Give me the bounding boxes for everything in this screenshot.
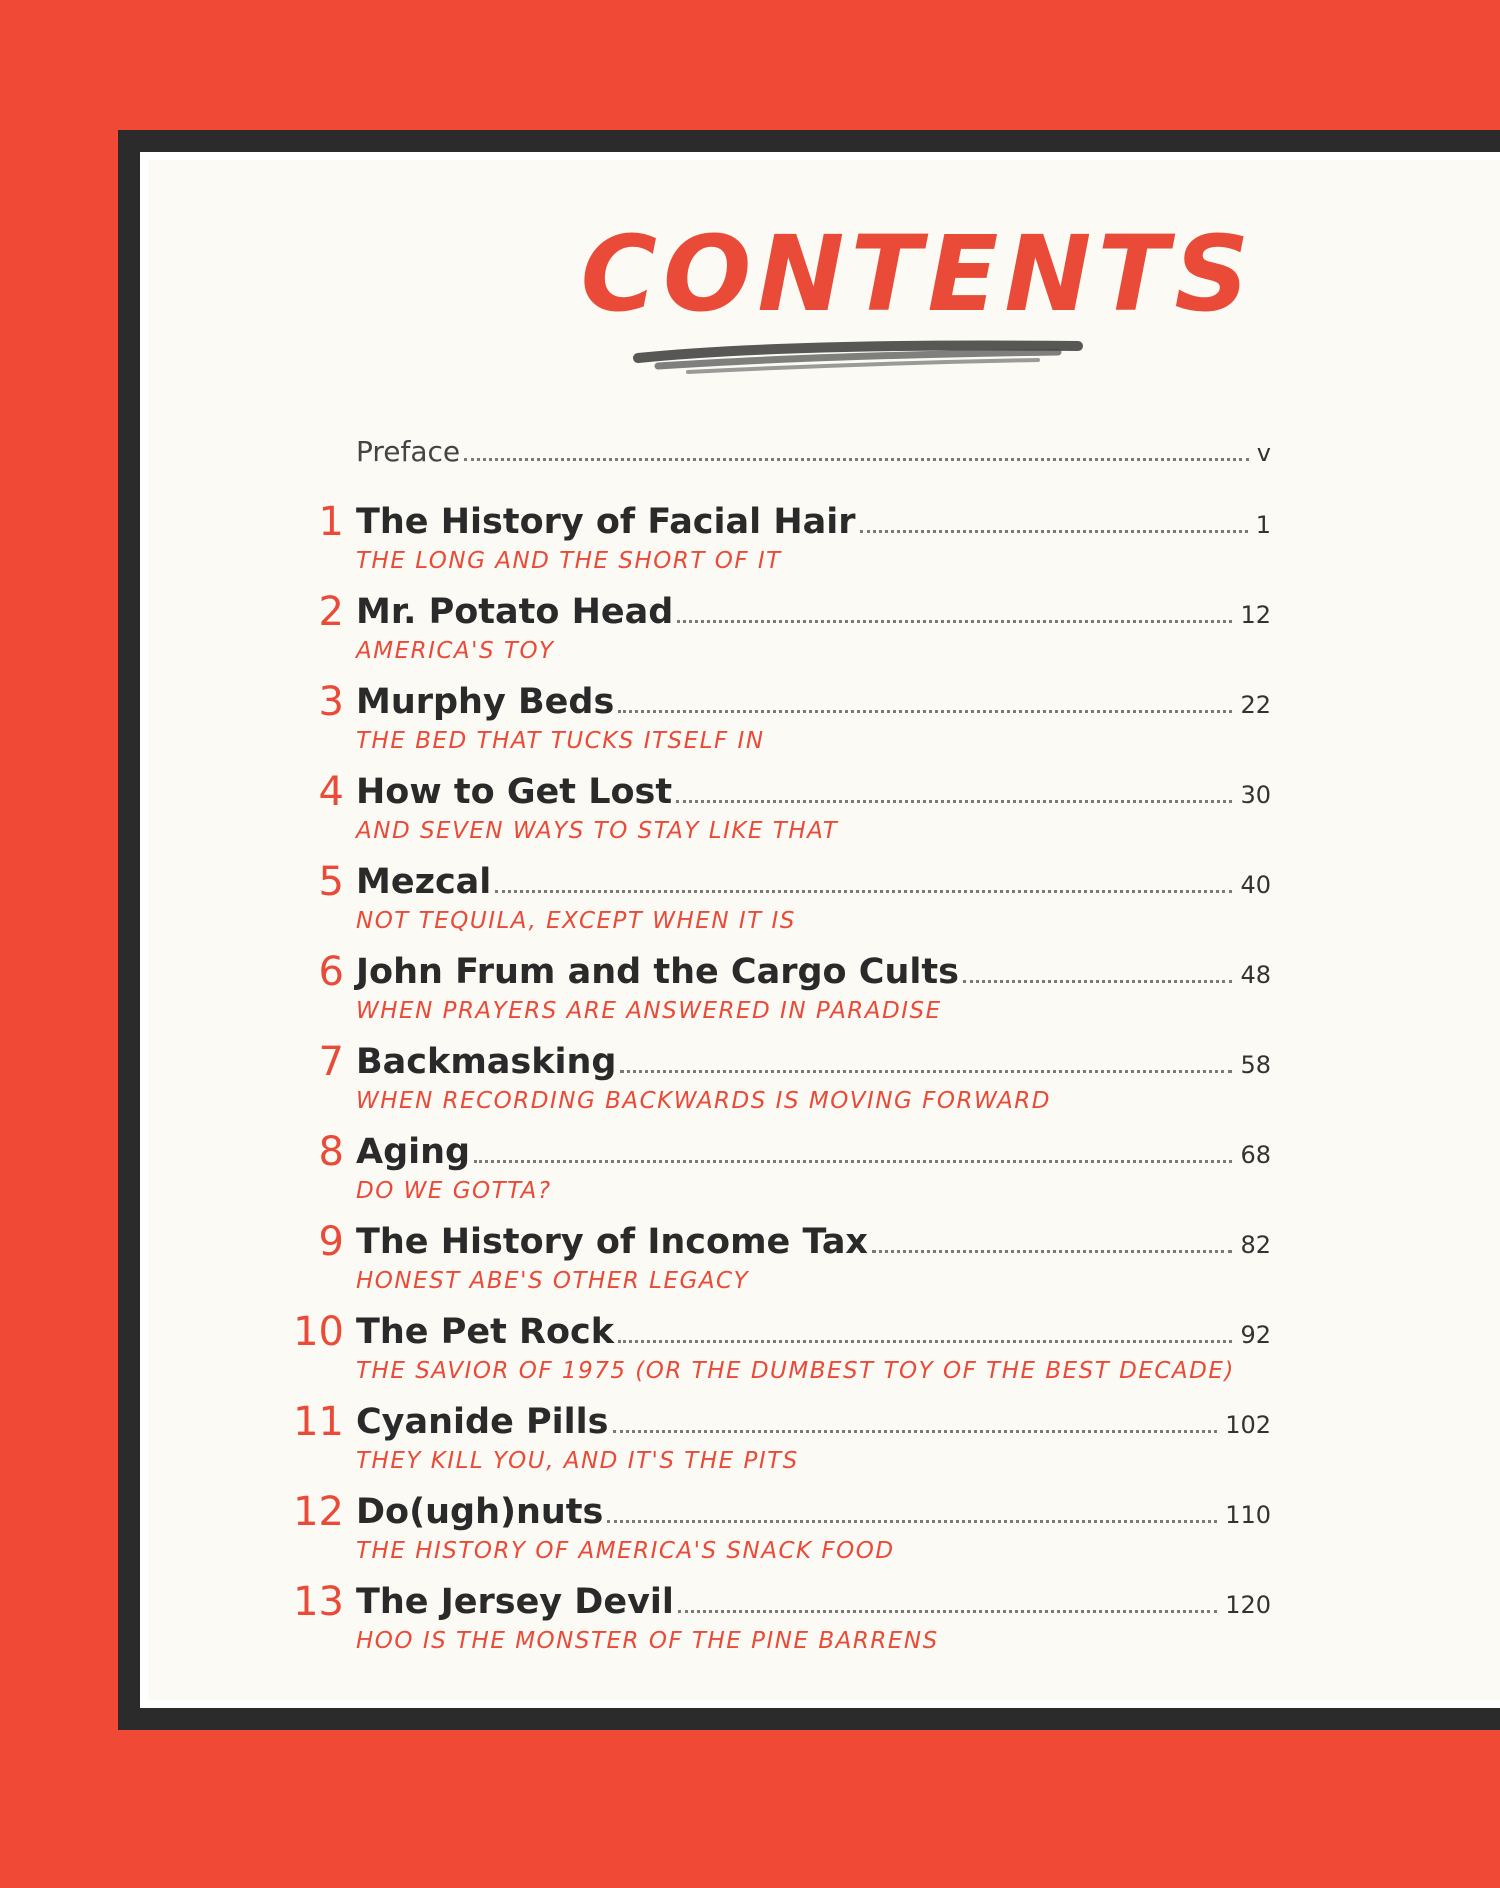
toc-entry-chapter-4[interactable]	[148, 768, 1500, 858]
chapter-title: John Frum and the Cargo Cults	[356, 952, 959, 992]
toc-entry-chapter-13[interactable]	[148, 1578, 1500, 1668]
dot-leader	[464, 457, 1249, 461]
chapter-number: 2	[318, 589, 344, 635]
chapter-subtitle: DO WE GOTTA?	[356, 1178, 552, 1204]
chapter-page: 120	[1225, 1591, 1271, 1619]
chapter-page: 68	[1240, 1141, 1271, 1169]
toc-line	[356, 858, 1271, 906]
dot-leader	[678, 1609, 1217, 1613]
chapter-title: Do(ugh)nuts	[356, 1492, 604, 1532]
scribble-underline-icon	[618, 332, 1088, 382]
contents-page	[148, 160, 1500, 1700]
dot-leader	[860, 529, 1248, 533]
chapter-page: 58	[1240, 1051, 1271, 1079]
chapter-page: 82	[1240, 1231, 1271, 1259]
chapter-subtitle: AND SEVEN WAYS TO STAY LIKE THAT	[356, 818, 839, 844]
toc-line	[356, 1578, 1271, 1626]
toc-line	[356, 1398, 1271, 1446]
chapter-page: 92	[1240, 1321, 1271, 1349]
toc-line	[356, 1218, 1271, 1266]
toc-line	[356, 1038, 1271, 1086]
chapter-subtitle: HOO IS THE MONSTER OF THE PINE BARRENS	[356, 1628, 939, 1654]
chapter-subtitle: THEY KILL YOU, AND IT'S THE PITS	[356, 1448, 799, 1474]
chapter-subtitle: WHEN PRAYERS ARE ANSWERED IN PARADISE	[356, 998, 942, 1024]
toc-line	[356, 588, 1271, 636]
chapter-title: The History of Income Tax	[356, 1222, 869, 1262]
chapter-page: 1	[1255, 511, 1271, 539]
preface-title: Preface	[356, 435, 461, 468]
chapter-number: 7	[318, 1039, 344, 1085]
chapter-subtitle: THE SAVIOR OF 1975 (OR THE DUMBEST TOY OF THE BEST DECADE)	[356, 1358, 1235, 1384]
dot-leader	[618, 709, 1232, 713]
dot-leader	[872, 1249, 1232, 1253]
chapter-number: 8	[318, 1129, 344, 1175]
dot-leader	[495, 889, 1232, 893]
chapter-number: 6	[318, 949, 344, 995]
toc-line	[356, 1308, 1271, 1356]
chapter-number: 13	[293, 1579, 344, 1625]
toc-line	[356, 768, 1271, 816]
toc-entry-chapter-12[interactable]	[148, 1488, 1500, 1578]
toc-entry-chapter-8[interactable]	[148, 1128, 1500, 1218]
chapter-page: 12	[1240, 601, 1271, 629]
toc-line	[356, 428, 1271, 476]
chapter-number: 1	[318, 499, 344, 545]
chapter-subtitle: THE BED THAT TUCKS ITSELF IN	[356, 728, 765, 754]
chapter-number: 3	[318, 679, 344, 725]
chapter-title: The Jersey Devil	[356, 1582, 674, 1622]
toc-entry-chapter-11[interactable]	[148, 1398, 1500, 1488]
chapter-title: The History of Facial Hair	[356, 502, 856, 542]
chapter-title: The Pet Rock	[356, 1312, 615, 1352]
dot-leader	[676, 799, 1232, 803]
chapter-title: Mezcal	[356, 862, 492, 902]
toc-line	[356, 498, 1271, 546]
chapter-page: 48	[1240, 961, 1271, 989]
contents-panel	[118, 130, 1500, 1730]
toc-entry-chapter-5[interactable]	[148, 858, 1500, 948]
dot-leader	[620, 1069, 1232, 1073]
chapter-subtitle: THE HISTORY OF AMERICA'S SNACK FOOD	[356, 1538, 895, 1564]
chapter-subtitle: AMERICA'S TOY	[356, 638, 555, 664]
dot-leader	[677, 619, 1232, 623]
chapter-page: 22	[1240, 691, 1271, 719]
preface-page: v	[1256, 439, 1271, 467]
chapter-page: 102	[1225, 1411, 1271, 1439]
chapter-page: 30	[1240, 781, 1271, 809]
toc-entry-chapter-7[interactable]	[148, 1038, 1500, 1128]
dot-leader	[613, 1429, 1218, 1433]
chapter-page: 110	[1225, 1501, 1271, 1529]
chapter-number: 12	[293, 1489, 344, 1535]
chapter-title: Backmasking	[356, 1042, 617, 1082]
chapter-subtitle: WHEN RECORDING BACKWARDS IS MOVING FORWARD	[356, 1088, 1051, 1114]
toc-entry-chapter-9[interactable]	[148, 1218, 1500, 1308]
chapter-title: Cyanide Pills	[356, 1402, 609, 1442]
chapter-number: 5	[318, 859, 344, 905]
toc-entry-chapter-3[interactable]	[148, 678, 1500, 768]
chapter-number: 11	[293, 1399, 344, 1445]
toc-line	[356, 1488, 1271, 1536]
chapter-title: Murphy Beds	[356, 682, 615, 722]
chapter-title: How to Get Lost	[356, 772, 673, 812]
chapter-subtitle: NOT TEQUILA, EXCEPT WHEN IT IS	[356, 908, 796, 934]
toc-line	[356, 948, 1271, 996]
chapter-page: 40	[1240, 871, 1271, 899]
chapter-title: Aging	[356, 1132, 471, 1172]
chapter-number: 10	[293, 1309, 344, 1355]
dot-leader	[618, 1339, 1232, 1343]
chapter-subtitle: THE LONG AND THE SHORT OF IT	[356, 548, 782, 574]
page-title: CONTENTS	[580, 213, 1256, 335]
dot-leader	[963, 979, 1233, 983]
chapter-number: 9	[318, 1219, 344, 1265]
chapter-number: 4	[318, 769, 344, 815]
toc-entry-chapter-2[interactable]	[148, 588, 1500, 678]
chapter-subtitle: HONEST ABE'S OTHER LEGACY	[356, 1268, 750, 1294]
toc-entry-chapter-6[interactable]	[148, 948, 1500, 1038]
toc-entry-chapter-1[interactable]	[148, 498, 1500, 588]
dot-leader	[474, 1159, 1232, 1163]
chapter-title: Mr. Potato Head	[356, 592, 674, 632]
toc-line	[356, 678, 1271, 726]
toc-entry-chapter-10[interactable]	[148, 1308, 1500, 1398]
toc-line	[356, 1128, 1271, 1176]
dot-leader	[607, 1519, 1217, 1523]
